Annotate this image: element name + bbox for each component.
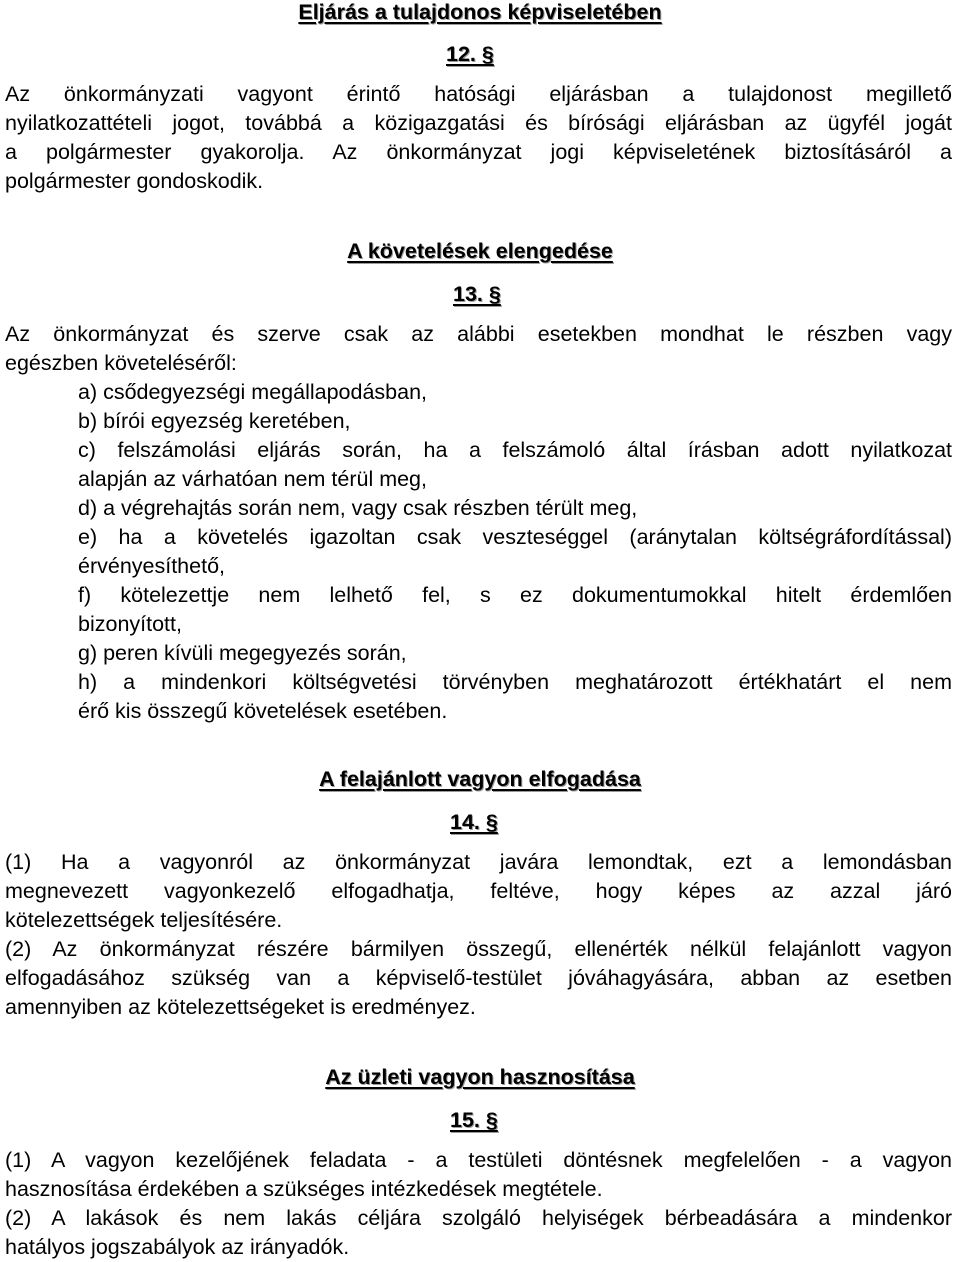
section-heading-15: Az üzleti vagyon hasznosítása	[325, 1065, 635, 1089]
s13-item-d: d) a végrehajtás során nem, vagy csak részben térült meg,	[78, 496, 638, 520]
section-number-14: 14. §	[450, 810, 498, 834]
s15-line-3: (2) A lakások és nem lakás céljára szolgáló helyiségek bérbeadására a mindenkor	[5, 1206, 952, 1230]
s13-item-h-line-1: h) a mindenkori költségvetési törvényben meghatározott értékhatárt el nem	[78, 670, 952, 694]
s13-item-g: g) peren kívüli megegyezés során,	[78, 641, 407, 665]
section-number-12: 12. §	[446, 42, 494, 66]
s12-line-1: Az önkormányzati vagyont érintő hatósági eljárásban a tulajdonost megillető	[5, 82, 952, 106]
s15-line-1: (1) A vagyon kezelőjének feladata - a testületi döntésnek megfelelően - a vagyon	[5, 1148, 952, 1172]
s12-line-2: nyilatkozattételi jogot, továbbá a közigazgatási és bírósági eljárásban az ügyfél jogát	[5, 111, 952, 135]
s14-line-4: (2) Az önkormányzat részére bármilyen összegű, ellenérték nélkül felajánlott vagyon	[5, 937, 952, 961]
s13-item-c-line-2: alapján az várhatóan nem térül meg,	[78, 467, 427, 491]
s14-line-2: megnevezett vagyonkezelő elfogadhatja, feltéve, hogy képes az azzal járó	[5, 879, 952, 903]
s12-line-4: polgármester gondoskodik.	[5, 169, 264, 193]
s13-item-f-line-2: bizonyított,	[78, 612, 182, 636]
s13-item-a: a) csődegyezségi megállapodásban,	[78, 380, 428, 404]
s13-item-h-line-2: érő kis összegű követelések esetében.	[78, 699, 448, 723]
s12-line-3: a polgármester gyakorolja. Az önkormányzat jogi képviseletének biztosításáról a	[5, 140, 952, 164]
s15-line-2: hasznosítása érdekében a szükséges intézkedések megtétele.	[5, 1177, 603, 1201]
s13-item-e-line-1: e) ha a követelés igazoltan csak veszteséggel (aránytalan költségráfordítással)	[78, 525, 952, 549]
s14-line-3: kötelezettségek teljesítésére.	[5, 908, 283, 932]
s15-line-4: hatályos jogszabályok az irányadók.	[5, 1235, 350, 1259]
s14-line-6: amennyiben az kötelezettségeket is eredményez.	[5, 995, 476, 1019]
section-number-13: 13. §	[453, 282, 501, 306]
s13-item-e-line-2: érvényesíthető,	[78, 554, 226, 578]
s13-item-b: b) bírói egyezség keretében,	[78, 409, 351, 433]
s13-item-f-line-1: f) kötelezettje nem lelhető fel, s ez dokumentumokkal hitelt érdemlően	[78, 583, 952, 607]
s13-intro-line-2: egészben követeléséről:	[5, 351, 237, 375]
section-heading-13: A követelések elengedése	[347, 239, 613, 263]
s14-line-5: elfogadásához szükség van a képviselő-testület jóváhagyására, abban az esetben	[5, 966, 952, 990]
s13-intro-line-1: Az önkormányzat és szerve csak az alábbi esetekben mondhat le részben vagy	[5, 322, 952, 346]
section-heading-14: A felajánlott vagyon elfogadása	[319, 767, 641, 791]
s14-line-1: (1) Ha a vagyonról az önkormányzat javára lemondtak, ezt a lemondásban	[5, 850, 952, 874]
section-number-15: 15. §	[450, 1108, 498, 1132]
s13-item-c-line-1: c) felszámolási eljárás során, ha a felszámoló által írásban adott nyilatkozat	[78, 438, 952, 462]
section-heading-12: Eljárás a tulajdonos képviseletében	[298, 0, 662, 24]
